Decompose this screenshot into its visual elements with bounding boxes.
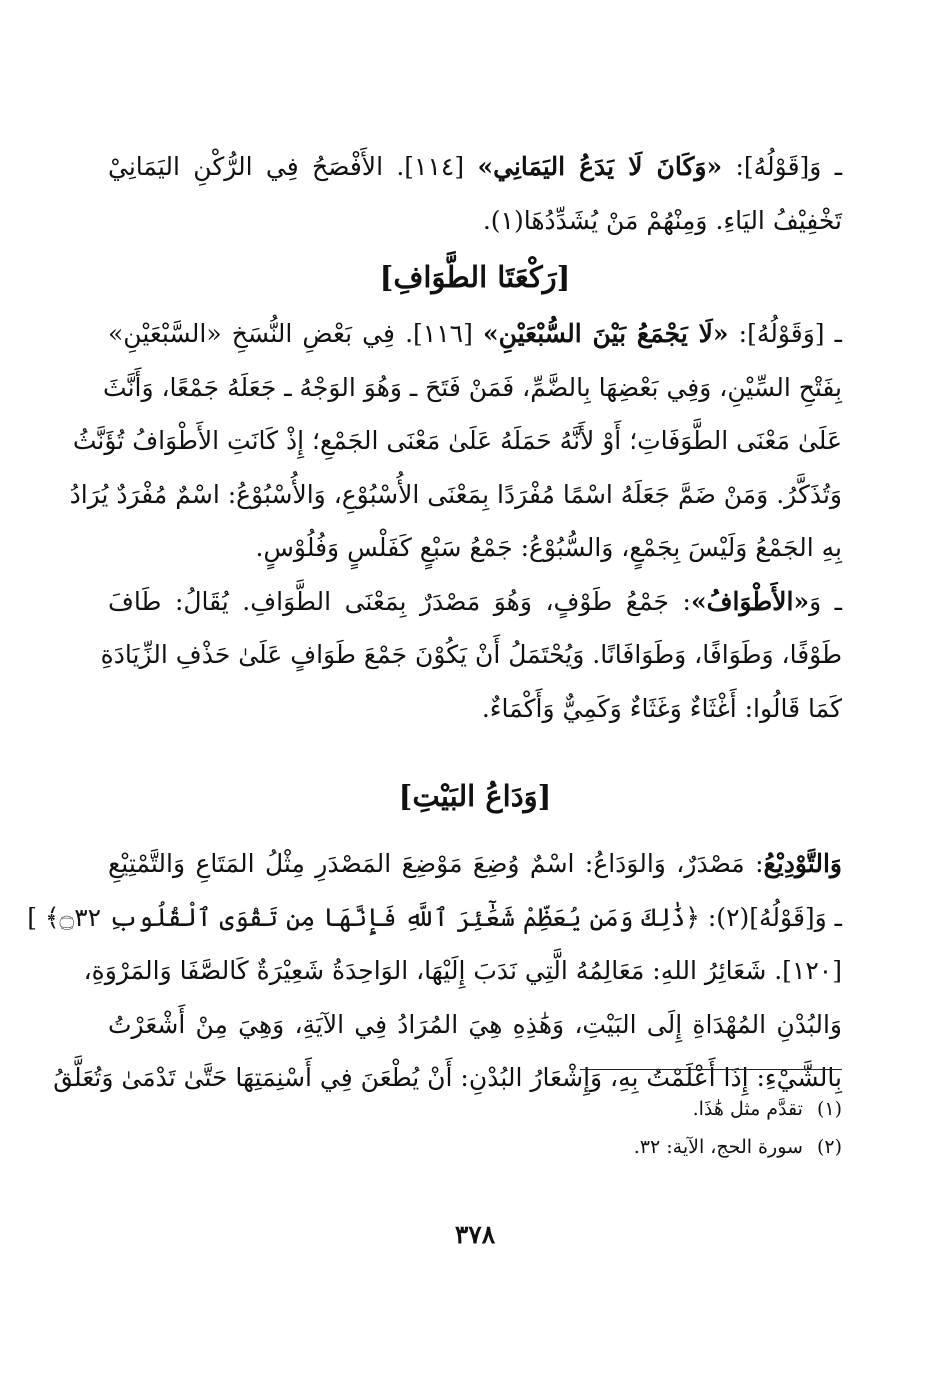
quoted-term: «لَا يَجْمَعُ بَيْنَ السُّبْعَيْنِ» [482,319,729,348]
text-line: وَتُذَكَّرُ. وَمَنْ ضَمَّ جَعَلَهُ اسْمًا مُفْرَدًا بِمَعْنَى الأُسْبُوْعِ، وَالأُسْبُوْعُ: اسْمٌ مُفْرَدٌ يُرَادُ [69,479,842,509]
footnote-text: سورة الحج، الآية: ٣٢. [633,1136,803,1158]
text-line: [١٢٠]. شَعَائِرُ اللهِ: مَعَالِمُهُ الَّتِي نَدَبَ إِلَيْهَا، الوَاحِدَةُ شَعِيْرَةٌ كَالصَّفَا وَالمَرْوَةِ، [83,956,842,985]
footnote-divider [580,1069,842,1070]
page-body [27,140,843,1105]
text-line: بِفَتْحِ السِّيْنِ، وَفِي بَعْضِهَا بِالضَّمِّ، فَمَنْ فَتَحَ ـ وَهُوَ الوَجْهُ ـ جَعَلَهُ جَمْعًا، وَأَنَّثَ [103,372,842,402]
text-line: كَمَا قَالُوا: أَغْثَاءٌ وَغَثَاءٌ وَكَمِيٌّ وَأَكْمَاءٌ. [481,693,842,723]
text-line: وَالبُدْنِ المُهْدَاةِ إِلَى البَيْتِ، وَهَٰذِهِ هِيَ المُرَادُ فِي الآيَةِ، وَهِيَ مِنْ أَشْعَرْتُ [108,1009,842,1039]
section-heading: [رَكْعَتَا الطَّوَافِ] [379,260,571,294]
text-line: عَلَىٰ مَعْنَى الطَّوَفَاتِ؛ أَوْ لأَنَّهُ حَمَلَهُ عَلَىٰ مَعْنَى الجَمْعِ؛ إِذْ كَانَتِ الأَطْوَافُ تُؤَنَّثُ [72,426,842,455]
text-line: ـ وَ[قَوْلُهُ]: «وَكَانَ لَا يَدَعُ اليَمَانِي» [١١٤]. الأَفْصَحُ فِي الرُّكْنِ اليَمَانِيْ [108,152,843,181]
text-line: طَوْفًا، وَطَوَافًا، وَطَوَافَانًا. وَيُحْتَمَلُ أَنْ يَكُوْنَ جَمْعَ طَوَافٍ عَلَىٰ حَذْفِ الزِّيَادَةِ [100,640,842,669]
text-line: بِهِ الجَمْعُ وَلَيْسَ بِجَمْعٍ، وَالسُّبُوْعُ: جَمْعُ سَبْعٍ كَفَلْسٍ وَفُلُوْسٍ. [255,533,842,562]
footnote-text: تقدَّم مثل هَٰذَا. [692,1098,803,1120]
text-line: بِالشَّيْءِ: إِذَا أَعْلَمْتُ بِهِ، وَإِشْعَارُ البُدْنِ: أَنْ يُطْعَنَ فِي أَسْنِمَتِهَا حَتَّىٰ تَدْمَىٰ وَتُعَلَّقُ [53,1063,842,1092]
footnote-number: (٢) [816,1136,842,1158]
footnote-item [108,1090,842,1128]
text-line: وَالتَّوْدِيْعُ: مَصْدَرٌ، وَالوَدَاعُ: اسْمٌ وُضِعَ مَوْضِعَ المَصْدَرِ مِثْلُ المَتَاعِ وَالتَّمْتِيْعِ [108,849,842,878]
page-number: ٣٧٨ [454,1220,496,1249]
text-line: ـ وَ[قَوْلُهُ](٢): ﴿ذَٰلِكَ وَمَن يُعَظِّمْ شَعَٰٓئِرَ ٱللَّهِ فَإِنَّهَا مِن تَقْوَى ٱلْقُلُوبِ ۝٣٢﴾ ] [27,902,842,932]
footnotes [108,1090,842,1166]
footnote-number: (١) [816,1098,842,1120]
section-heading: [وَدَاعُ البَيْتِ] [398,779,552,813]
text-line: تَخْفِيْفُ اليَاءِ. وَمِنْهُمْ مَنْ يُشَدِّدُهَا(١). [482,205,842,235]
quoted-term: وَالتَّوْدِيْعُ [763,849,842,878]
text-line: ـ وَ«الأَطْوَافُ»: جَمْعُ طَوْفٍ، وَهُوَ مَصْدَرٌ بِمَعْنَى الطَّوَافِ. يُقَالُ: طَافَ [108,586,842,616]
text-line: ـ [وَقَوْلُهُ]: «لَا يَجْمَعُ بَيْنَ السُّبْعَيْنِ» [١١٦]. فِي بَعْضِ النُّسَخِ «السَّبْعَيْنِ» [108,319,842,348]
quoted-term: «الأَطْوَافُ» [690,586,810,616]
footnote-item [108,1128,842,1166]
quoted-term: «وَكَانَ لَا يَدَعُ اليَمَانِي» [477,152,723,181]
quran-verse: ﴿ذَٰلِكَ وَمَن يُعَظِّمْ شَعَٰٓئِرَ ٱللَّهِ فَإِنَّهَا مِن تَقْوَى ٱلْقُلُوبِ ۝٣٢﴾ [44,902,700,932]
